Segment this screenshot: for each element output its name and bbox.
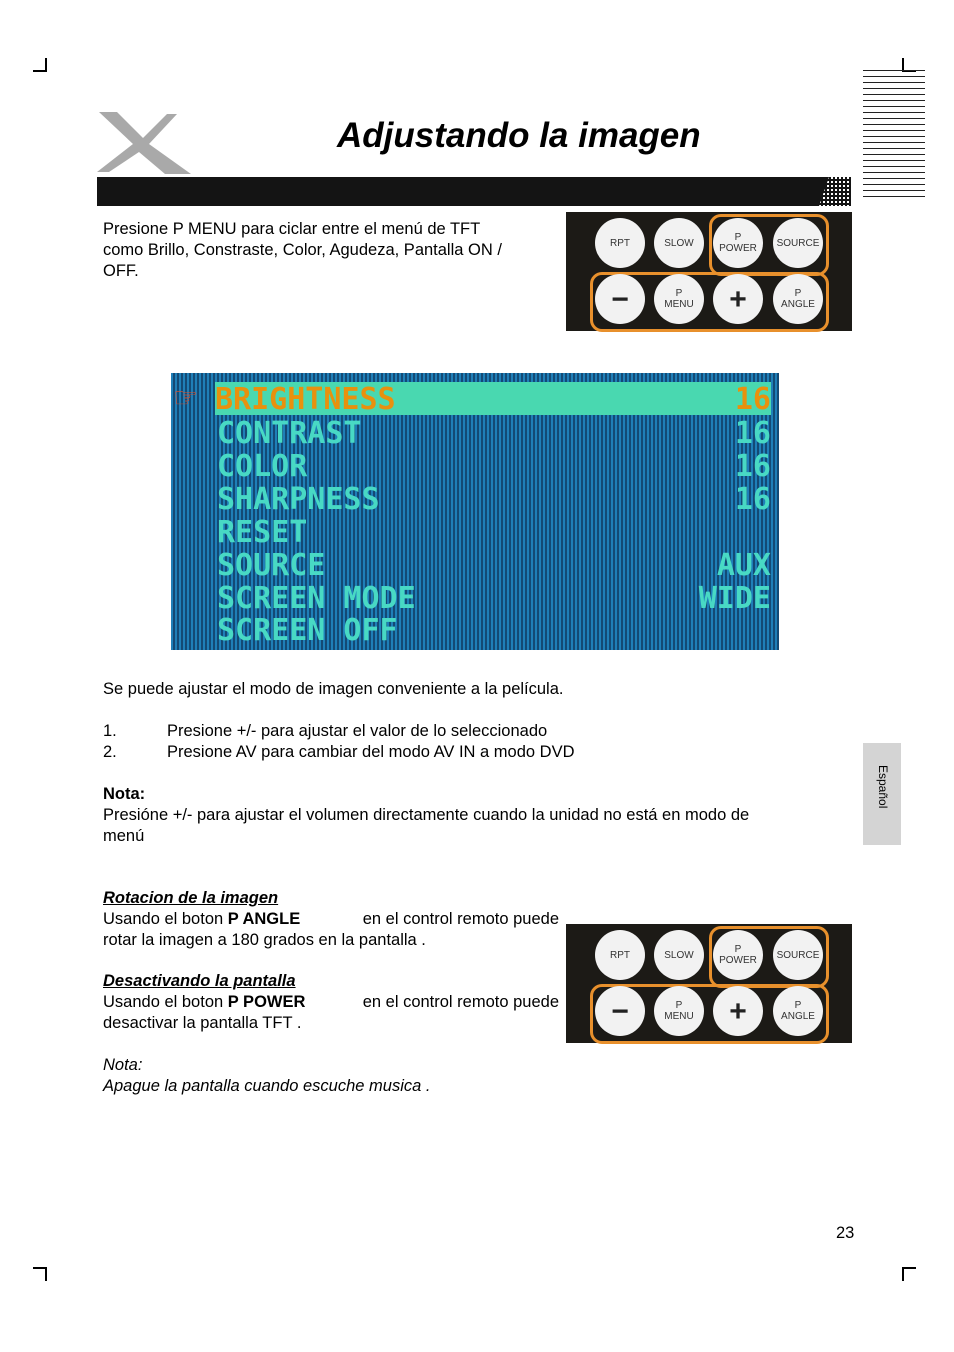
nota-1 bbox=[103, 784, 833, 847]
tft-menu-row: RESET bbox=[217, 515, 308, 550]
rotation-heading: Rotacion de la imagen bbox=[103, 889, 279, 907]
header-bar bbox=[97, 177, 851, 206]
nota-2-text: Apague la pantalla cuando escuche musica . bbox=[103, 1077, 431, 1095]
deactivate-line-1: Usando el boton P POWER en el control remoto puede bbox=[103, 993, 559, 1011]
nota-2-heading: Nota: bbox=[103, 1056, 143, 1074]
slow-button: SLOW bbox=[654, 218, 704, 268]
decorative-stripes bbox=[863, 70, 925, 202]
p-power-button: P POWER bbox=[713, 930, 763, 980]
language-tab bbox=[863, 743, 901, 845]
intro-line-3: OFF. bbox=[103, 262, 139, 280]
deactivate-section bbox=[103, 971, 559, 1034]
p-power-button: P POWER bbox=[713, 218, 763, 268]
nota-2 bbox=[103, 1055, 430, 1097]
nota-1-line-2: menú bbox=[103, 827, 145, 845]
p-angle-button: P ANGLE bbox=[773, 986, 823, 1036]
rotation-section bbox=[103, 888, 559, 951]
nota-1-line-1: Presióne +/- para ajustar el volumen directamente cuando la unidad no está en modo de bbox=[103, 806, 750, 824]
minus-button: − bbox=[595, 274, 645, 324]
tft-menu-row: SHARPNESS 16 bbox=[217, 482, 771, 517]
deactivate-heading: Desactivando la pantalla bbox=[103, 972, 296, 990]
list-item: 1. Presione +/- para ajustar el valor de lo seleccionado bbox=[103, 722, 548, 740]
rpt-button: RPT bbox=[595, 218, 645, 268]
tft-menu-row: CONTRAST 16 bbox=[217, 416, 771, 451]
p-menu-button: P MENU bbox=[654, 986, 704, 1036]
menu-pointer-icon: ☞ bbox=[173, 382, 199, 413]
intro-line-1: Presione P MENU para ciclar entre el menú de TFT bbox=[103, 220, 481, 238]
source-button: SOURCE bbox=[773, 930, 823, 980]
list-item: 2. Presione AV para cambiar del modo AV IN a modo DVD bbox=[103, 743, 575, 761]
tft-menu-row: SOURCE AUX bbox=[217, 548, 771, 583]
tft-menu-row: SCREEN OFF bbox=[217, 613, 398, 648]
nota-1-heading: Nota: bbox=[103, 785, 146, 803]
steps-list bbox=[103, 721, 703, 763]
slow-button: SLOW bbox=[654, 930, 704, 980]
tft-menu-row: BRIGHTNESS 16 bbox=[215, 382, 771, 417]
intro-line-2: como Brillo, Constraste, Color, Agudeza, Pantalla ON / bbox=[103, 241, 502, 259]
crop-mark-top-left bbox=[33, 58, 47, 72]
p-angle-button: P ANGLE bbox=[773, 274, 823, 324]
rotation-line-2: rotar la imagen a 180 grados en la pantalla . bbox=[103, 931, 426, 949]
page-number: 23 bbox=[836, 1224, 855, 1242]
tft-menu-row: SCREEN MODE WIDE bbox=[217, 581, 771, 616]
minus-button: − bbox=[595, 986, 645, 1036]
paragraph-1: Se puede ajustar el modo de imagen conveniente a la película. bbox=[103, 680, 564, 698]
crop-mark-bottom-left bbox=[33, 1267, 47, 1281]
header-bar-dots bbox=[819, 177, 851, 206]
intro-text bbox=[103, 219, 553, 282]
rpt-button: RPT bbox=[595, 930, 645, 980]
source-button: SOURCE bbox=[773, 218, 823, 268]
page-title: Adjustando la imagen bbox=[337, 116, 701, 155]
language-tab-label: Español bbox=[876, 765, 890, 809]
crop-mark-bottom-right bbox=[902, 1267, 916, 1281]
tft-menu-row: COLOR 16 bbox=[217, 449, 771, 484]
p-menu-button: P MENU bbox=[654, 274, 704, 324]
rotation-line-1: Usando el boton P ANGLE en el control remoto puede bbox=[103, 910, 559, 928]
plus-button: + bbox=[713, 274, 763, 324]
deactivate-line-2: desactivar la pantalla TFT . bbox=[103, 1014, 302, 1032]
remote-control-image bbox=[566, 212, 852, 331]
tft-menu-screen bbox=[171, 373, 779, 650]
brand-logo bbox=[95, 108, 193, 176]
plus-button: + bbox=[713, 986, 763, 1036]
remote-control-image-2 bbox=[566, 924, 852, 1043]
